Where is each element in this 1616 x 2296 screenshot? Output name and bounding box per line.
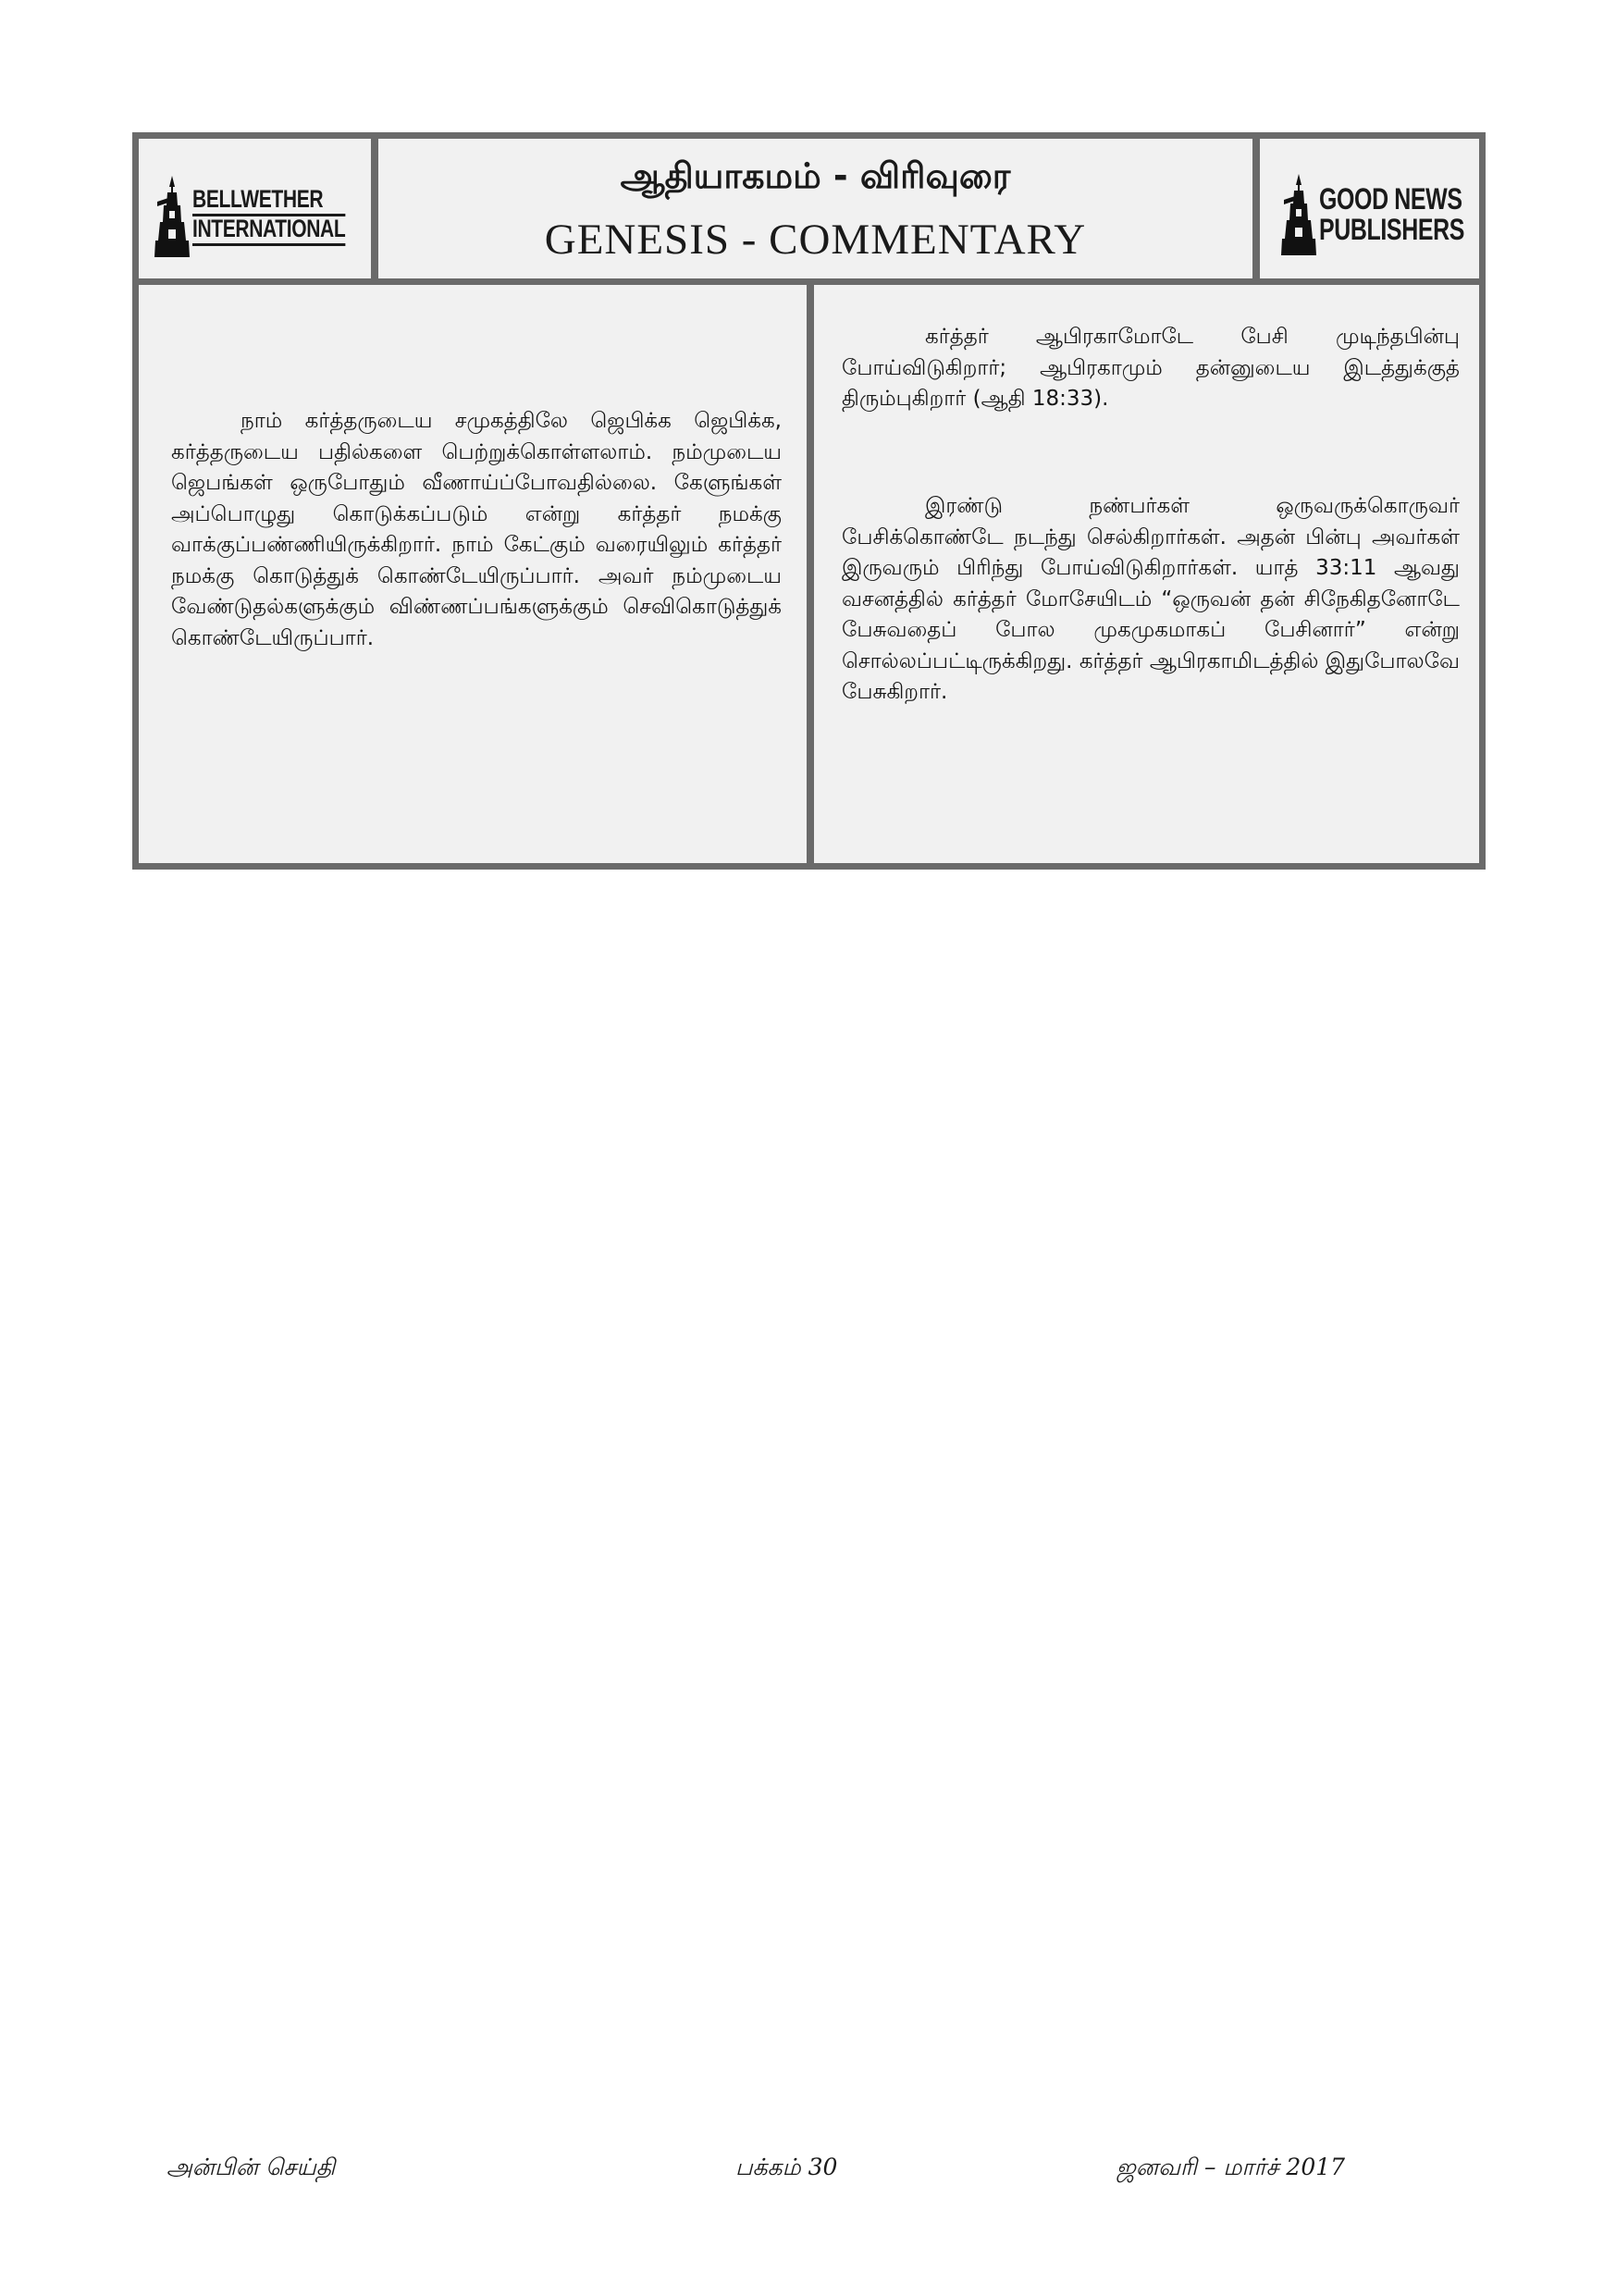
title-tamil: ஆதியாகமம் - விரிவுரை bbox=[620, 155, 1011, 196]
left-paragraph: நாம் கர்த்தருடைய சமுகத்திலே ஜெபிக்க ஜெபிக்க, கர்த்தருடைய பதில்களை பெற்றுக்கொள்ளலாம். நம்முடைய ஜெபங்கள் ஒருபோதும் வீணாய்ப்போவதில்லை. கேளுங்கள் அப்பொழுது கொடுக்கப்படும் என்று கர்த்தர் நமக்கு வாக்குப்பண்ணியிருக்கிறார். நாம் கேட்கும் வரையிலும் கர்த்தர் நமக்கு கொடுத்துக் கொண்டேயிருப்பார். அவர் நம்முடைய வேண்டுதல்களுக்கும் விண்ணப்பங்களுக்கும் செவிகொடுத்துக் கொண்டேயிருப்பார். bbox=[171, 409, 782, 650]
logo-right-line1: GOOD NEWS bbox=[1319, 182, 1462, 216]
commentary-frame bbox=[132, 132, 1486, 870]
good-news-logo bbox=[1280, 172, 1505, 257]
bellwether-logo-text bbox=[192, 187, 345, 245]
footer-issue-date: ஜனவரி – மார்ச் 2017 bbox=[1116, 2154, 1346, 2180]
logo-left-line1: BELLWETHER bbox=[192, 187, 345, 216]
footer-publication-name: அன்பின் செய்தி bbox=[167, 2154, 336, 2180]
bell-tower-icon bbox=[154, 174, 191, 259]
right-paragraph-2: இரண்டு நண்பர்கள் ஒருவருக்கொருவர் பேசிக்கொண்டே நடந்து செல்கிறார்கள். அதன் பின்பு அவர்கள் இருவரும் பிரிந்து போய்விடுகிறார்கள். யாத் 33:11 ஆவது வசனத்தில் கர்த்தர் மோசேயிடம் “ஒருவன் தன் சிநேகிதனோடே பேசுவதைப் போல முகமுகமாகப் பேசினார்” என்று சொல்லப்பட்டிருக்கிறது. கர்த்தர் ஆபிரகாமிடத்தில் இதுபோலவே பேசுகிறார். bbox=[842, 494, 1460, 704]
good-news-logo-text bbox=[1319, 184, 1464, 244]
right-paragraph-1: கர்த்தர் ஆபிரகாமோடே பேசி முடிந்தபின்பு போய்விடுகிறார்; ஆபிரகாமும் தன்னுடைய இடத்துக்குத் திரும்புகிறார் (ஆதி 18:33). bbox=[842, 325, 1460, 411]
logo-right-line2: PUBLISHERS bbox=[1319, 213, 1464, 246]
left-column bbox=[139, 285, 807, 863]
title-english: GENESIS - COMMENTARY bbox=[544, 216, 1087, 264]
bell-tower-icon bbox=[1280, 172, 1317, 257]
bellwether-logo bbox=[154, 174, 389, 259]
header-logo-left-cell bbox=[139, 139, 371, 278]
header-title-cell bbox=[378, 139, 1252, 278]
right-column bbox=[814, 285, 1479, 863]
logo-left-line2: INTERNATIONAL bbox=[192, 216, 345, 246]
header-logo-right-cell bbox=[1260, 139, 1479, 278]
footer-page-number: பக்கம் 30 bbox=[735, 2154, 838, 2180]
